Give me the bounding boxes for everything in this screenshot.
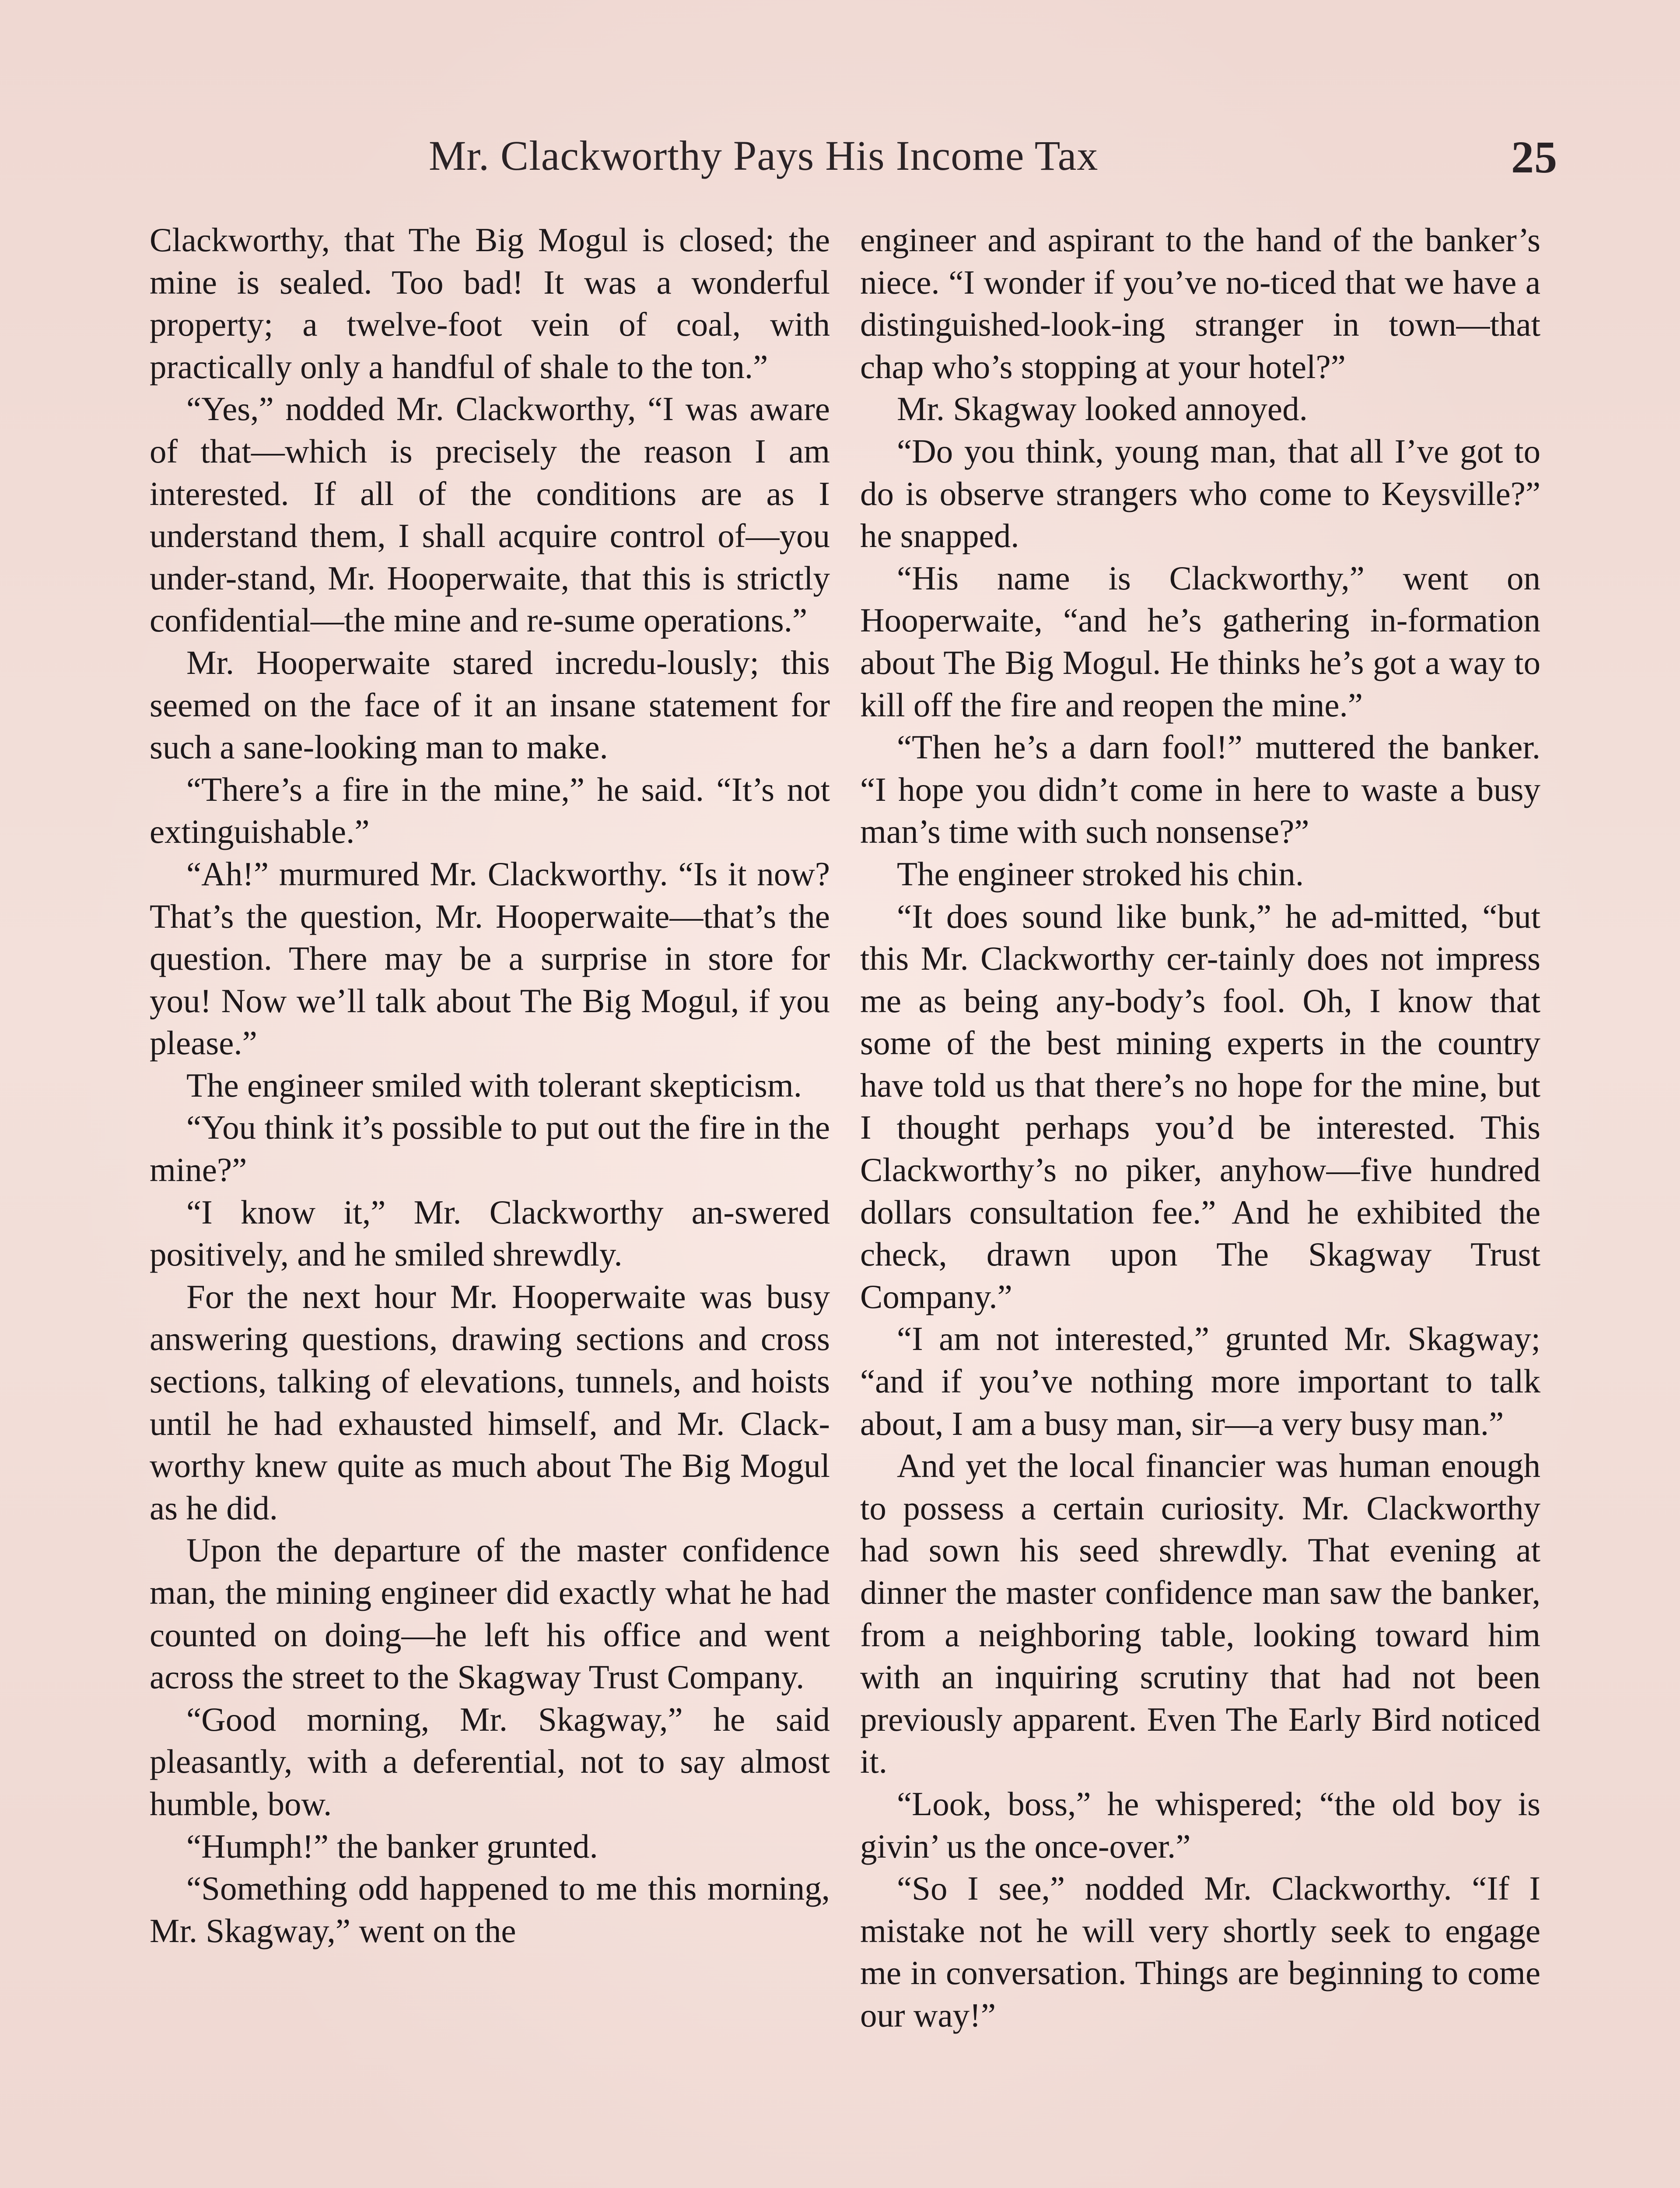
paragraph: Clackworthy, that The Big Mogul is closed; the mine is sealed. Too bad! It was a wonderful property; a twelve-foot vein of coal, with practically only a handful of shale to the ton.” [150, 221, 830, 386]
paragraph: The engineer stroked his chin. [897, 855, 1304, 893]
paragraph: Upon the departure of the master confidence man, the mining engineer did exactly what he had counted on doing—he left his office and went across the street to the Skagway Trust Company. [150, 1531, 830, 1696]
paragraph: “Then he’s a darn fool!” muttered the banker. “I hope you didn’t come in here to waste a busy man’s time with such nonsense?” [860, 728, 1540, 851]
paragraph: Mr. Hooperwaite stared incredu-lously; this seemed on the face of it an insane statement for such a sane-looking man to make. [150, 643, 830, 766]
paragraph: And yet the local financier was human enough to possess a certain curiosity. Mr. Clackworthy had sown his seed shrewdly. That evening at dinner the master confidence man saw the banker, from a neighboring table, looking toward him with an inquiring scrutiny that had not been previously apparent. Even The Early Bird noticed it. [860, 1447, 1540, 1781]
right-text-column [860, 219, 1540, 2037]
paragraph: Mr. Skagway looked annoyed. [897, 390, 1308, 428]
paragraph: engineer and aspirant to the hand of the banker’s niece. “I wonder if you’ve no-ticed that we have a distinguished-look-ing stranger in town—that chap who’s stopping at your hotel?” [860, 221, 1540, 386]
paragraph: “Ah!” murmured Mr. Clackworthy. “Is it now? That’s the question, Mr. Hooperwaite—that’s the question. There may be a surprise in store for you! Now we’ll talk about The Big Mogul, if you please.” [150, 855, 830, 1062]
paragraph: “Something odd happened to me this morning, Mr. Skagway,” went on the [150, 1869, 830, 1950]
paragraph: “You think it’s possible to put out the fire in the mine?” [150, 1108, 830, 1189]
page-number: 25 [1511, 132, 1558, 182]
paragraph: For the next hour Mr. Hooperwaite was busy answering questions, drawing sections and cross sections, talking of elevations, tunnels, and hoists until he had exhausted himself, and Mr. Clack-worthy knew quite as much about The Big Mogul as he did. [150, 1277, 830, 1527]
paragraph: “Do you think, young man, that all I’ve got to do is observe strangers who come to Keysville?” he snapped. [860, 432, 1540, 555]
paragraph: “I am not interested,” grunted Mr. Skagway; “and if you’ve nothing more important to talk about, I am a busy man, sir—a very busy man.” [860, 1320, 1540, 1442]
paragraph: “Yes,” nodded Mr. Clackworthy, “I was aware of that—which is precisely the reason I am interested. If all of the conditions are as I understand them, I shall acquire control of—you under-stand, Mr. Hooperwaite, that this is strictly confidential—the mine and re-sume operations.” [150, 390, 830, 639]
paragraph: “I know it,” Mr. Clackworthy an-swered positively, and he smiled shrewdly. [150, 1193, 830, 1273]
paragraph: “It does sound like bunk,” he ad-mitted, “but this Mr. Clackworthy cer-tainly does not impress me as being any-body’s fool. Oh, I know that some of the best mining experts in the country have told us that there’s no hope for the mine, but I thought perhaps you’d be interested. This Clackworthy’s no piker, anyhow—five hundred dollars consultation fee.” And he exhibited the check, drawn upon The Skagway Trust Company.” [860, 897, 1540, 1315]
paragraph: The engineer smiled with tolerant skepticism. [186, 1066, 802, 1104]
paragraph: “Look, boss,” he whispered; “the old boy is givin’ us the once-over.” [860, 1785, 1540, 1865]
paragraph: “There’s a fire in the mine,” he said. “It’s not extinguishable.” [150, 770, 830, 851]
chapter-title: Mr. Clackworthy Pays His Income Tax [429, 132, 1099, 179]
paragraph: “His name is Clackworthy,” went on Hooperwaite, “and he’s gathering in-formation about The Big Mogul. He thinks he’s got a way to kill off the fire and reopen the mine.” [860, 559, 1540, 724]
running-header [429, 127, 1558, 193]
left-text-column [150, 219, 830, 1952]
paragraph: “Humph!” the banker grunted. [186, 1827, 598, 1865]
paragraph: “So I see,” nodded Mr. Clackworthy. “If I mistake not he will very shortly seek to engage me in conversation. Things are beginning to come our way!” [860, 1869, 1540, 2034]
paragraph: “Good morning, Mr. Skagway,” he said pleasantly, with a deferential, not to say almost humble, bow. [150, 1700, 830, 1823]
